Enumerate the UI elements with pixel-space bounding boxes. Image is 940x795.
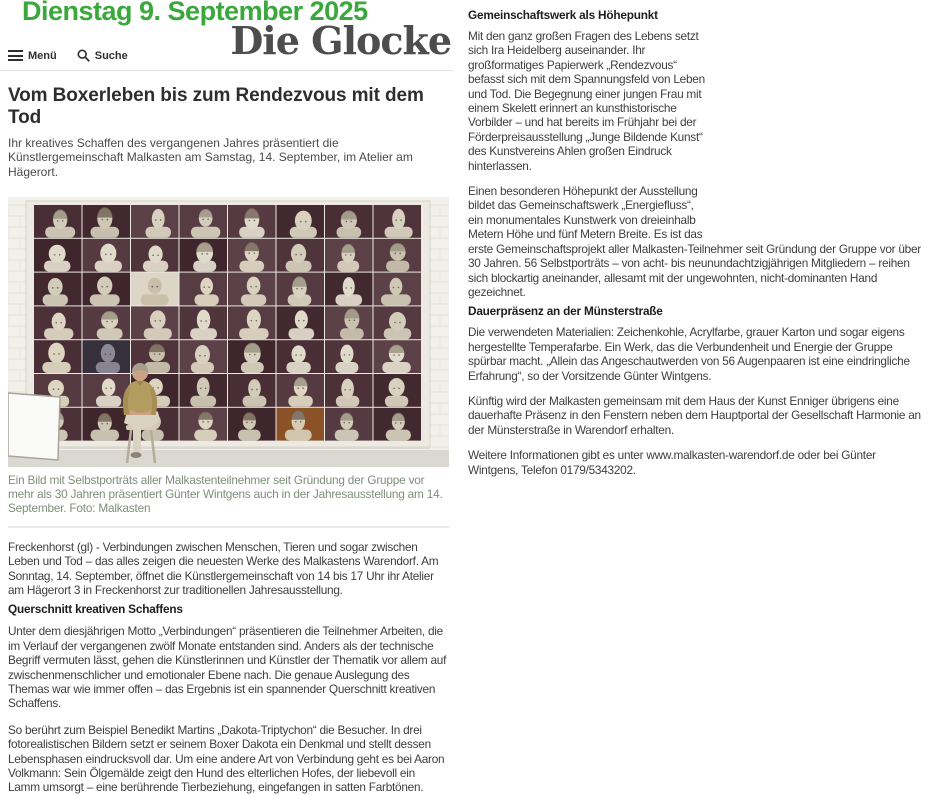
paragraph: So berührt zum Beispiel Benedikt Martins „Dakota-Triptychon“ die Besucher. In drei fotorealistischen Bildern setzt er seinem Boxer Dakota ein Denkmal und stellt dessen Lebensphasen eindrucksvoll dar. Um eine andere Art von Verbindung geht es bei Aaron Volkmann: Sein Ölgemälde zeigt den Hund des elterlichen Hofes, der liebevoll ein Lamm umsorgt – eine berührende Tierbeziehung, eingefangen in satten Farbtönen.: [8, 722, 445, 795]
article-subtitle: Ihr kreatives Schaffen des vergangenen Jahres präsentiert die Künstlergemeinschaft Malkasten am Samstag, 14. September, im Atelier am Hägerort.: [8, 135, 413, 179]
search-label: Suche: [94, 49, 128, 62]
paragraph: Freckenhorst (gl) - Verbindungen zwischen Menschen, Tieren und sogar zwischen Leben und Tod – das alles zeigen die neuesten Werke des Malkastens Warendorf. Am Sonntag, 14. September, öffnet die Künstlergemeinschaft von 14 bis 17 Uhr ihr Atelier am Hägerort 3 in Freckenhorst zur traditionellen Jahresausstellung.: [8, 539, 439, 597]
photo-caption: Ein Bild mit Selbstporträts aller Malkastenteilnehmer seit Gründung der Gruppe vor mehr als 30 Jahren präsentiert Günter Wintgens auch in der Jahresausstellung am 14. September. Foto: Malkasten: [8, 472, 443, 516]
menu-button[interactable]: [8, 50, 57, 62]
article-photo: [8, 197, 449, 467]
menubar: [8, 49, 128, 62]
caption-divider: [8, 526, 449, 528]
search-icon: [77, 49, 90, 62]
header-divider: [0, 70, 453, 71]
date-heading: Dienstag 9. September 2025: [22, 0, 368, 26]
paragraph: Mit den ganz großen Fragen des Lebens setzt sich Ira Heidelberg auseinander. Ihr großformatiges Papierwerk „Rendezvous“ befasst sich mit dem Spannungsfeld von Leben und Tod. Die Begegnung einer jungen Frau mit einem Skelett erinnert an kunsthistorische Vorbilder – und hat bereits im Frühjahr bei der Förderpreisausstellung „Junge Bildende Kunst“ des Kunstvereins Ahlen großen Eindruck hinterlassen.: [468, 29, 705, 173]
whitespace-spacer: [710, 6, 928, 228]
section-heading: Gemeinschaftswerk als Höhepunkt: [468, 8, 658, 22]
logo[interactable]: Die Glocke: [230, 18, 451, 63]
paragraph: Einen besonderen Höhepunkt der Ausstellung bildet das Gemeinschaftswerk „Energiefluss“, ein monumentales Kunstwerk von dreieinhalb Metern Höhe und fünf Metern Breite. Es ist das erste Gemeinschaftsprojekt aller Malkasten-Teilnehmer seit Gründung der Gruppe vor über 30 Jahren. 56 Selbstporträts – von acht- bis neunundachtzigjährigen Mitgliedern – reihen sich blockartig aneinander, allesamt mit der ungewohnten, nicht-dominanten Hand gezeichnet.: [468, 184, 921, 299]
left-column: [8, 0, 449, 795]
paragraph: Unter dem diesjährigen Motto „Verbindungen“ präsentieren die Teilnehmer Arbeiten, die im Verlauf der vergangenen zwölf Monate entstanden sind. Anders als der technische Begriff vermuten lässt, gehen die Künstlerinnen und Künstler der Thematik vor allem auf zwischenmenschlicher und emotionaler Ebene nach. Die genaue Auslegung des Themas war wie immer offen – das Ergebnis ist ein spannender Querschnitt kreativen Schaffens.: [8, 624, 447, 711]
paragraph: Weitere Informationen gibt es unter www.malkasten-warendorf.de oder bei Günter Wintgens, Telefon 0179/5343202.: [468, 448, 876, 477]
paragraph: Die verwendeten Materialien: Zeichenkohle, Acrylfarbe, grauer Karton und sogar eigens hergestellte Temperafarbe. Ein Werk, das die Verbundenheit und Energie der Gruppe spürbar macht. „Allein das Angeschautwerden von 56 Augenpaaren ist eine eindringliche Erfahrung“, so der Vorsitzende Günter Wintgens.: [468, 325, 910, 383]
section-heading: Querschnitt kreativen Schaffens: [8, 602, 183, 617]
right-column: [468, 0, 928, 795]
search-button[interactable]: [77, 49, 128, 62]
menu-label: Menü: [28, 49, 57, 62]
section-heading: Dauerpräsenz an der Münsterstraße: [468, 304, 663, 319]
masthead: [8, 0, 449, 80]
menu-icon: [8, 50, 23, 61]
paragraph: Künftig wird der Malkasten gemeinsam mit dem Haus der Kunst Enniger übrigens eine dauerhafte Präsenz in den Fenstern neben dem Hauptportal der Gesellschaft Harmonie an der Münsterstraße in Warendorf erhalten.: [468, 393, 921, 437]
article-headline: Vom Boxerleben bis zum Rendezvous mit dem Tod: [8, 85, 424, 128]
